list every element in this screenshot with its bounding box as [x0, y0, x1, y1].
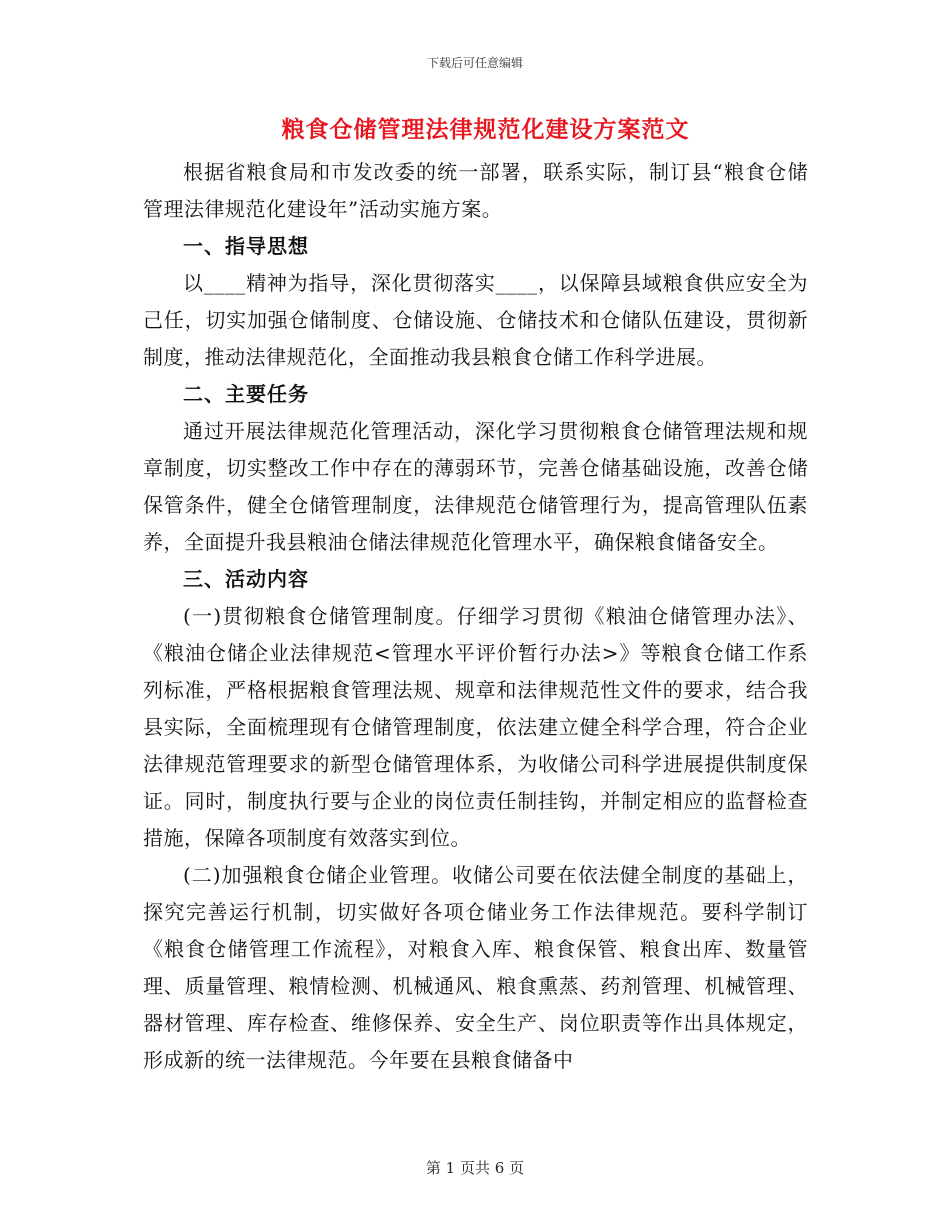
section-heading-main-tasks: 二、主要任务 [183, 382, 309, 406]
page-header-note: 下载后可任意编辑 [426, 56, 523, 70]
main-tasks-paragraph: 通过开展法律规范化管理活动，深化学习贯彻粮食仓储管理法规和规章制度，切实整改工作中存在的薄弱环节，完善仓储基础设施，改善仓储保管条件，健全仓储管理制度，法律规范仓储管理行为，提高管理队伍素养，全面提升我县粮油仓储法律规范化管理水平，确保粮食储备安全。 [143, 419, 808, 554]
section-heading-activity-content: 三、活动内容 [183, 567, 309, 591]
document-body [143, 112, 808, 1079]
activity-content-paragraph-1: (一)贯彻粮食仓储管理制度。仔细学习贯彻《粮油仓储管理办法》、《粮油仓储企业法律规范<管理水平评价暂行办法>》等粮食仓储工作系列标准，严格根据粮食管理法规、规章和法律规范性文件的要求，结合我县实际，全面梳理现有仓储管理制度，依法建立健全科学合理，符合企业法律规范管理要求的新型仓储管理体系，为收储公司科学进展提供制度保证。同时，制度执行要与企业的岗位责任制挂钩，并制定相应的监督检查措施，保障各项制度有效落实到位。 [143, 604, 808, 850]
activity-content-paragraph-2: (二)加强粮食仓储企业管理。收储公司要在依法健全制度的基础上，探究完善运行机制，切实做好各项仓储业务工作法律规范。要科学制订《粮食仓储管理工作流程》，对粮食入库、粮食保管、粮食出库、数量管理、质量管理、粮情检测、机械通风、粮食熏蒸、药剂管理、机械管理、器材管理、库存检查、维修保养、安全生产、岗位职责等作出具体规定，形成新的统一法律规范。今年要在县粮食储备中 [143, 863, 808, 1072]
guiding-ideology-paragraph: 以____精神为指导，深化贯彻落实____，以保障县域粮食供应安全为己任，切实加强仓储制度、仓储设施、仓储技术和仓储队伍建设，贯彻新制度，推动法律规范化，全面推动我县粮食仓储工作科学进展。 [143, 271, 808, 369]
page-number-footer: 第 1 页共 6 页 [425, 1159, 525, 1177]
section-heading-guiding-ideology: 一、指导思想 [183, 234, 309, 258]
document-title: 粮食仓储管理法律规范化建设方案范文 [281, 116, 690, 143]
intro-paragraph: 根据省粮食局和市发改委的统一部署，联系实际，制订县“粮食仓储管理法律规范化建设年”活动实施方案。 [143, 160, 808, 221]
